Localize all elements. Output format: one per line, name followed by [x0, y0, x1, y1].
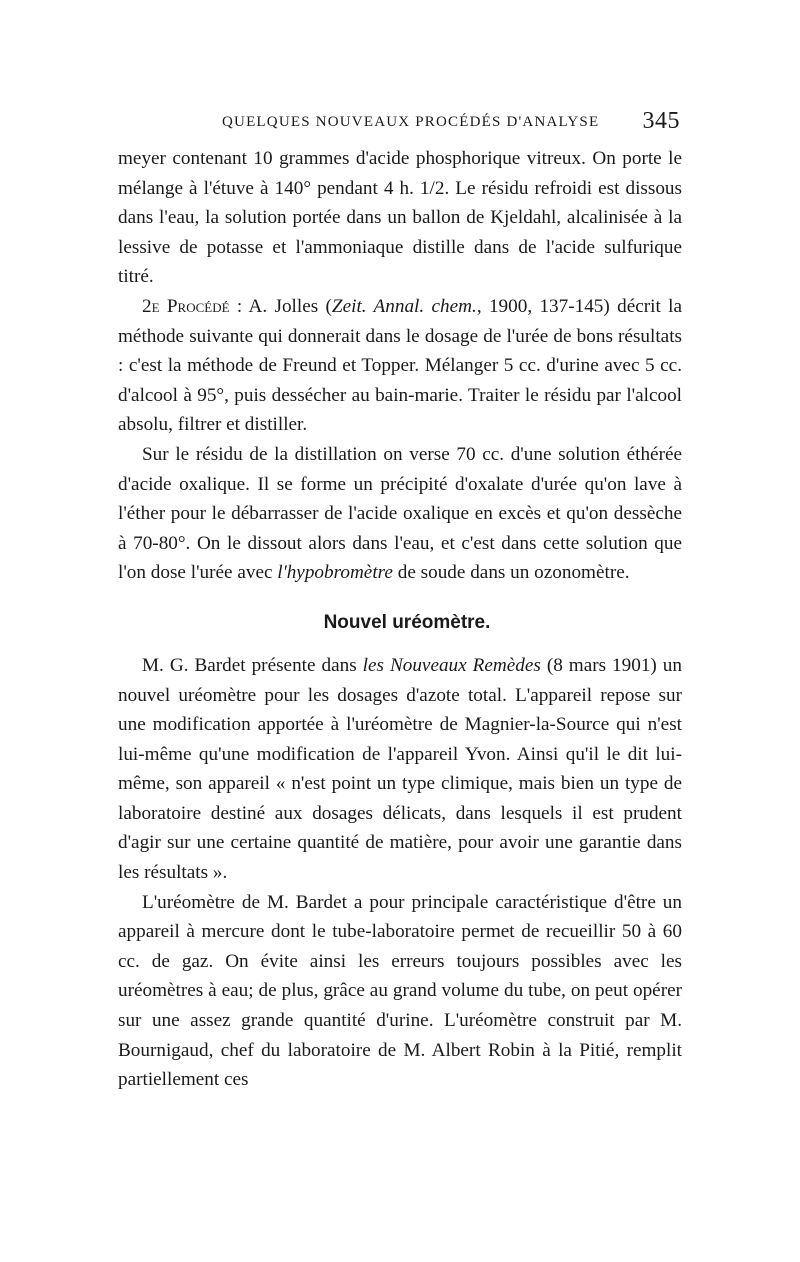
paragraph-2-text-a: : A. Jolles (: [229, 295, 332, 317]
page-number: 345: [642, 108, 680, 134]
paragraph-2: [118, 292, 682, 440]
paragraph-3-text-a: Sur le résidu de la distillation on verse 70 cc. d'une solution éthérée d'acide oxalique. Il se forme un précipité d'oxalate d'urée qu'on lave à l'éther pour le débarrasser de l'acide oxalique en excès et qu'on dessèche à 70-80°. On le dissout alors dans l'eau, et c'est dans cette solution que l'on dose l'urée avec: [118, 443, 682, 584]
paragraph-4-text-a: M. G. Bardet présente dans: [142, 654, 363, 676]
publication-title: les Nouveaux Remèdes: [362, 654, 541, 676]
paragraph-3: [118, 440, 682, 588]
paragraph-5: L'uréomètre de M. Bardet a pour principale caractéristique d'être un appareil à mercure dont le tube-laboratoire permet de recueillir 50 à 60 cc. de gaz. On évite ainsi les erreurs toujours possibles avec les uréomètres à eau; de plus, grâce au grand volume du tube, on peut opérer sur une assez grande quantité d'urine. L'uréomètre construit par M. Bournigaud, chef du laboratoire de M. Albert Robin à la Pitié, remplit partiellement ces: [118, 891, 682, 1091]
journal-citation: Zeit. Annal. chem.: [331, 295, 477, 317]
paragraph-4: [118, 651, 682, 888]
paragraph-2-text-b: , 1900, 137-145) décrit la méthode suivante qui donnerait dans le dosage de l'urée de bons résultats : c'est la méthode de Freund et Topper. Mélanger 5 cc. d'urine avec 5 cc. d'alcool à 95°, puis dessécher au bain-marie. Traiter le résidu par l'alcool absolu, filtrer et distiller.: [118, 295, 682, 436]
procedure-label: 2e Procédé: [142, 295, 230, 317]
running-header: [118, 104, 682, 144]
running-title: QUELQUES NOUVEAUX PROCÉDÉS D'ANALYSE: [222, 114, 600, 130]
paragraph-4-text-b: (8 mars 1901) un nouvel uréomètre pour les dosages d'azote total. L'appareil repose sur une modification apportée à l'uréomètre de Magnier-la-Source qui n'est lui-même qu'une modification de l'appareil Yvon. Ainsi qu'il le dit lui-même, son appareil « n'est point un type climique, mais bien un type de laboratoire destiné aux dosages délicats, dans lesquels il est prudent d'agir sur une certaine quantité de matière, pour avoir une garantie dans les résultats ».: [118, 654, 682, 884]
paragraph-1: meyer contenant 10 grammes d'acide phosphorique vitreux. On porte le mélange à l'étuve à 140° pendant 4 h. 1/2. Le résidu refroidi est dissous dans l'eau, la solution portée dans un ballon de Kjeldahl, alcalinisée à la lessive de potasse et l'ammoniaque distille dans de l'acide sulfurique titré.: [118, 148, 682, 288]
paragraph-3-italic: l'hypobromètre: [277, 562, 393, 584]
section-heading: Nouvel uréomètre.: [323, 611, 491, 633]
paragraph-3-text-b: de soude dans un ozonomètre.: [392, 562, 630, 584]
book-page: [118, 104, 682, 1095]
